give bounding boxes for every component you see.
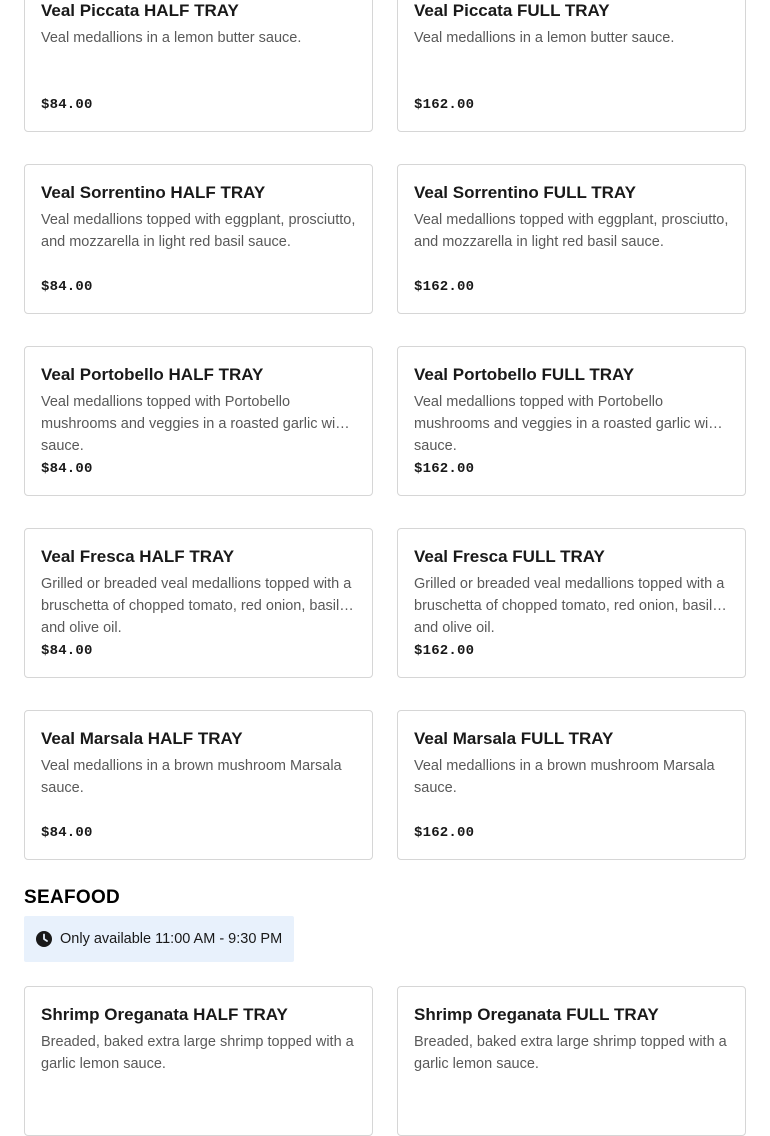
menu-item-price: $84.00	[41, 461, 93, 477]
menu-item-price: $162.00	[414, 97, 475, 113]
menu-item-price: $162.00	[414, 279, 475, 295]
availability-text: Only available 11:00 AM - 9:30 PM	[60, 931, 283, 947]
availability-banner	[24, 916, 294, 962]
menu-item-title: Veal Portobello FULL TRAY	[414, 365, 635, 384]
menu-item-price: $84.00	[41, 643, 93, 659]
menu-item-description: Veal medallions topped with eggplant, prosciutto, and mozzarella in light red basil sauce.	[41, 212, 356, 250]
menu-item-price: $84.00	[41, 825, 93, 841]
menu-item-title: Veal Fresca HALF TRAY	[41, 547, 235, 566]
menu-item-description: Veal medallions topped with Portobello mushrooms and veggies in a roasted garlic wine sauce.	[414, 394, 725, 454]
menu-item-card[interactable]	[24, 164, 373, 314]
menu-item-title: Veal Marsala FULL TRAY	[414, 729, 614, 748]
menu-item-card[interactable]	[24, 0, 373, 132]
seafood-items-grid	[24, 986, 746, 1136]
menu-item-price: $162.00	[414, 643, 475, 659]
veal-items-grid	[24, 0, 746, 860]
menu-item-card[interactable]	[397, 346, 746, 496]
menu-item-price: $162.00	[414, 825, 475, 841]
menu-item-description: Veal medallions in a brown mushroom Marsala sauce.	[41, 758, 342, 796]
menu-item-card[interactable]	[397, 164, 746, 314]
menu-item-description: Veal medallions in a brown mushroom Marsala sauce.	[414, 758, 715, 796]
menu-item-card[interactable]	[397, 528, 746, 678]
menu-item-title: Veal Fresca FULL TRAY	[414, 547, 605, 566]
menu-item-price: $162.00	[414, 461, 475, 477]
menu-item-title: Veal Piccata FULL TRAY	[414, 1, 610, 20]
menu-item-card[interactable]	[24, 528, 373, 678]
menu-item-description: Breaded, baked extra large shrimp topped with a garlic lemon sauce.	[414, 1034, 727, 1072]
menu-item-title: Shrimp Oreganata FULL TRAY	[414, 1005, 659, 1024]
menu-item-description: Veal medallions topped with eggplant, prosciutto, and mozzarella in light red basil sauce.	[414, 212, 729, 250]
menu-item-title: Veal Sorrentino HALF TRAY	[41, 183, 266, 202]
menu-item-card[interactable]	[397, 986, 746, 1136]
menu-item-description: Grilled or breaded veal medallions topped with a bruschetta of chopped tomato, red onion, basil and olive oil.	[414, 576, 725, 636]
menu-item-price: $84.00	[41, 279, 93, 295]
menu-item-title: Veal Marsala HALF TRAY	[41, 729, 243, 748]
menu-item-description: Breaded, baked extra large shrimp topped with a garlic lemon sauce.	[41, 1034, 354, 1072]
menu-item-card[interactable]	[24, 346, 373, 496]
menu-item-card[interactable]	[397, 710, 746, 860]
menu-item-card[interactable]	[24, 986, 373, 1136]
menu-item-title: Shrimp Oreganata HALF TRAY	[41, 1005, 288, 1024]
menu-item-price: $84.00	[41, 97, 93, 113]
menu-item-title: Veal Portobello HALF TRAY	[41, 365, 264, 384]
menu-item-card[interactable]	[24, 710, 373, 860]
menu-item-card[interactable]	[397, 0, 746, 132]
menu-item-description: Grilled or breaded veal medallions topped with a bruschetta of chopped tomato, red onion, basil and olive oil.	[41, 576, 352, 636]
menu-item-description: Veal medallions topped with Portobello mushrooms and veggies in a roasted garlic wine sauce.	[41, 394, 352, 454]
menu-item-description: Veal medallions in a lemon butter sauce.	[41, 30, 302, 46]
clock-icon	[36, 931, 52, 947]
menu-item-description: Veal medallions in a lemon butter sauce.	[414, 30, 675, 46]
menu-item-title: Veal Piccata HALF TRAY	[41, 1, 239, 20]
menu-item-title: Veal Sorrentino FULL TRAY	[414, 183, 636, 202]
section-title-seafood: SEAFOOD	[24, 887, 121, 908]
